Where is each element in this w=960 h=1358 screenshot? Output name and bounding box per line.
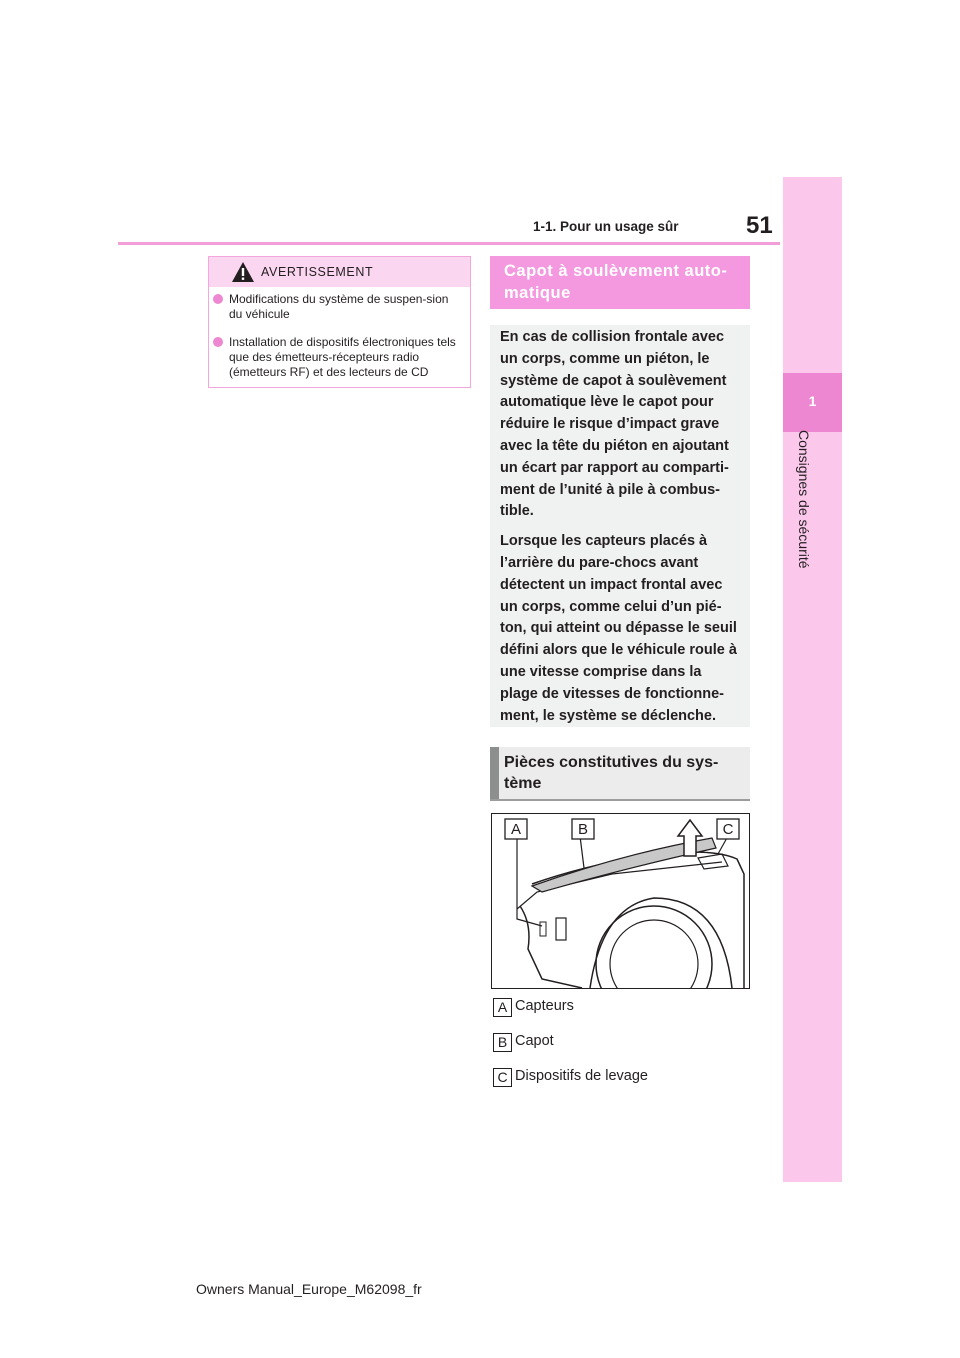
warning-item [229, 335, 465, 380]
hood-section-header [490, 256, 750, 309]
chapter-title: Consignes de sécurité [796, 430, 812, 569]
warning-item [229, 292, 465, 322]
illustration-label-a: A [510, 821, 522, 838]
parts-section-header [490, 747, 750, 801]
warning-item-text: Modifications du système de suspen-sion du véhicule [229, 292, 449, 321]
hood-section-text [500, 327, 740, 735]
page-number: 51 [746, 212, 773, 239]
legend-text: Capot [515, 1033, 554, 1049]
warning-item-text: Installation de dispositifs électroniques tels que des émetteurs-récepteurs radio (émetteurs RF) et des lecteurs de CD [229, 335, 456, 379]
chapter-side-tab [783, 177, 842, 1182]
header-rule [118, 242, 780, 245]
bullet-icon [213, 337, 223, 347]
hood-section-body [490, 325, 750, 727]
legend-key: A [493, 998, 512, 1017]
section-label: 1-1. Pour un usage sûr [533, 219, 679, 234]
illustration-label-b: B [577, 821, 589, 838]
illustration-label-c: C [722, 821, 734, 838]
parts-section-title: Pièces constitutives du sys-tème [504, 754, 719, 792]
warning-title: AVERTISSEMENT [261, 265, 374, 279]
hood-illustration [491, 813, 750, 989]
warning-box [208, 256, 471, 388]
hood-section-title: Capot à soulèvement auto-matique [504, 262, 728, 302]
footer-text: Owners Manual_Europe_M62098_fr [196, 1281, 422, 1297]
chapter-number-tab[interactable]: 1 [783, 373, 842, 432]
legend-key: B [493, 1033, 512, 1052]
warning-header [209, 257, 470, 287]
legend-key: C [493, 1068, 512, 1087]
warning-triangle-icon [231, 261, 255, 283]
paragraph: Lorsque les capteurs placés à l’arrière du pare-chocs avant détectent un impact frontal avec un corps, comme celui d’un pié-ton, qui atteint ou dépasse le seuil défini alors que le véhicule roule à une vitesse comprise dans la plage de vitesses de fonctionne-ment, le système se déclenche. [500, 533, 737, 724]
car-front-drawing [492, 814, 749, 988]
legend-text: Capteurs [515, 998, 574, 1014]
paragraph: En cas de collision frontale avec un corps, comme un piéton, le système de capot à soulèvement automatique lève le capot pour réduire le risque d’impact grave avec la tête du piéton en ajoutant un écart par rapport au comparti-ment de l’unité à pile à combus-tible. [500, 329, 729, 520]
legend-text: Dispositifs de levage [515, 1068, 648, 1084]
accent-bar [490, 747, 499, 799]
bullet-icon [213, 294, 223, 304]
